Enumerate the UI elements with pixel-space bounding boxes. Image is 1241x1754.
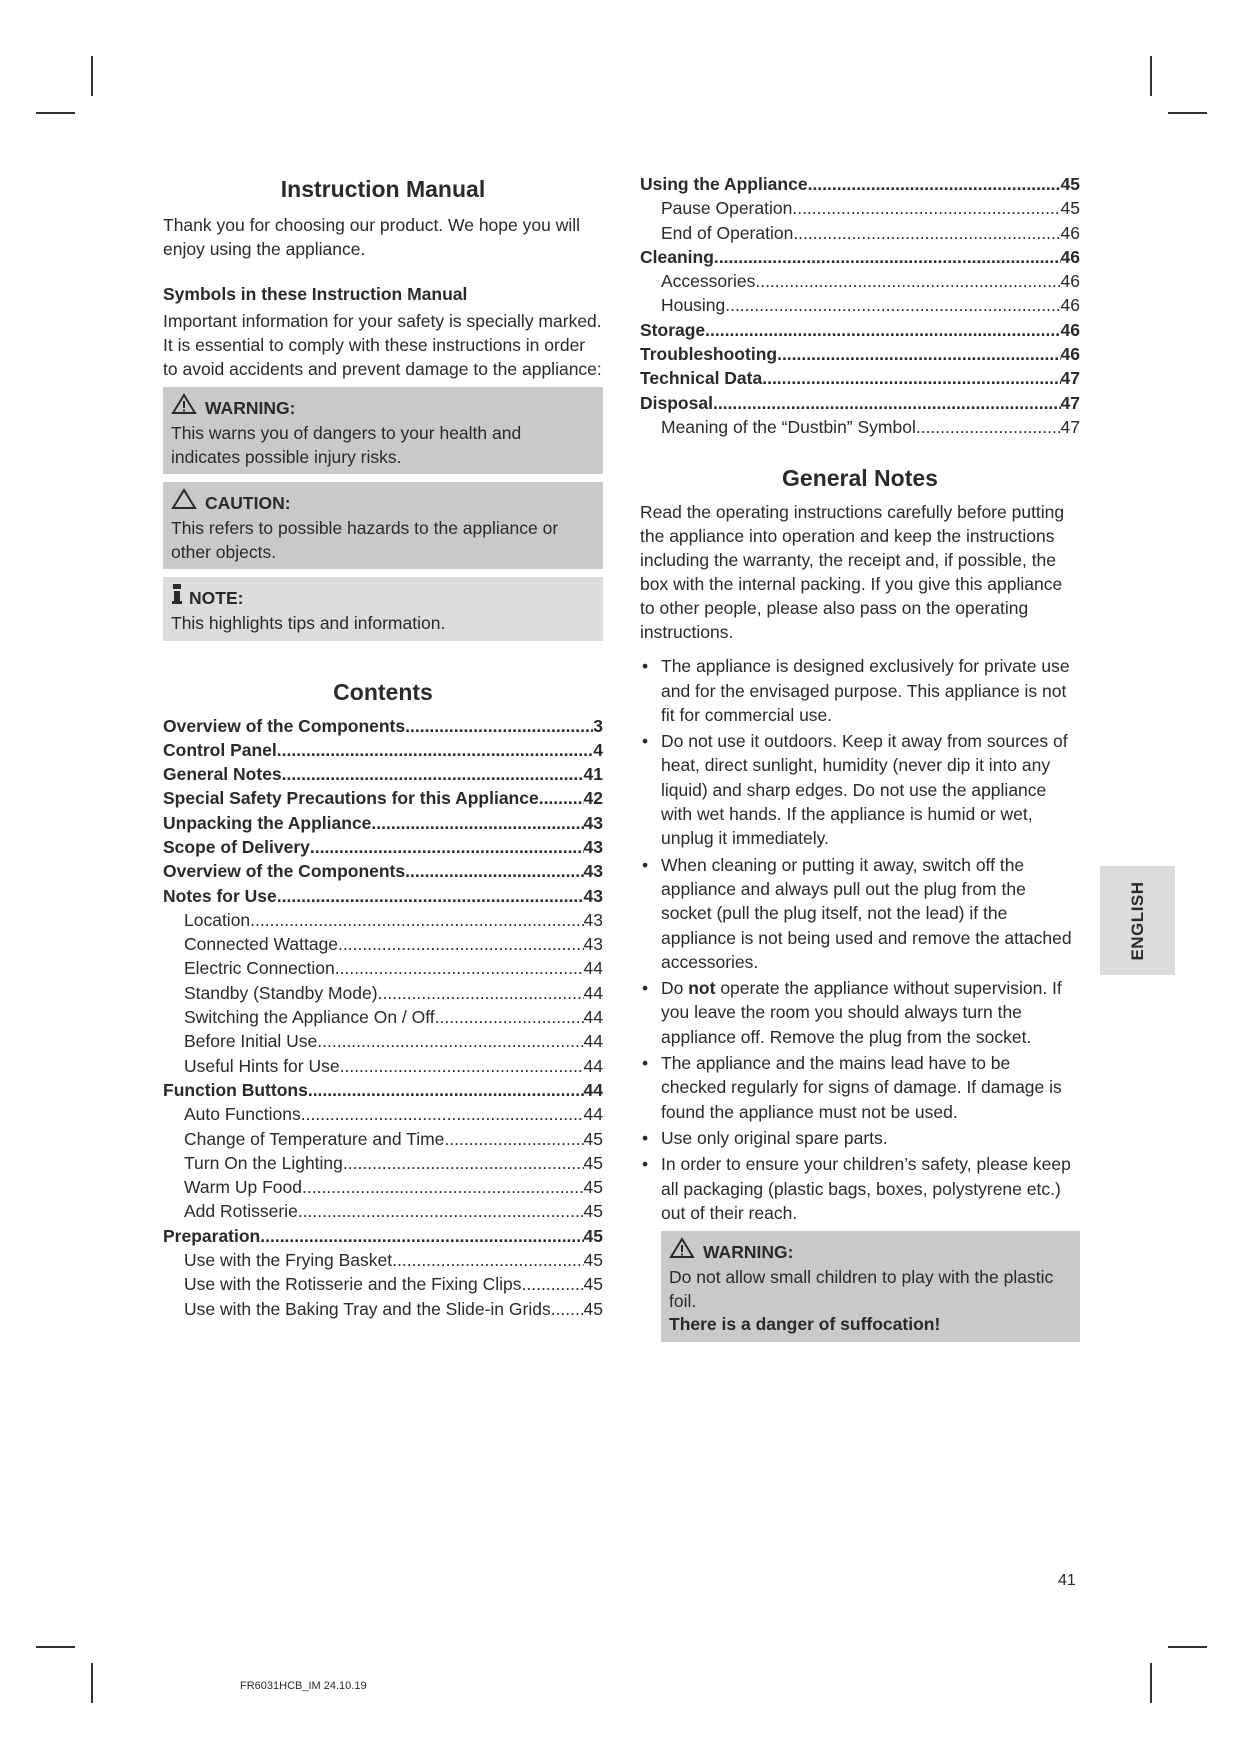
toc-entry-page: 43 — [583, 812, 603, 833]
toc-entry-label: Use with the Baking Tray and the Slide-in Grids — [184, 1298, 551, 1319]
toc-entry-label: Add Rotisserie — [184, 1201, 298, 1222]
crop-mark — [36, 112, 75, 114]
toc-entry-page: 47 — [1060, 392, 1080, 413]
toc-entry-page: 46 — [1060, 222, 1080, 243]
child-warning-title: WARNING: — [703, 1241, 794, 1262]
toc-leader-dots — [308, 1078, 584, 1102]
toc-entry-page: 44 — [583, 1007, 603, 1028]
toc-entry-label: Use with the Rotisserie and the Fixing Clips — [184, 1274, 522, 1295]
toc-entry-label: Cleaning — [640, 246, 714, 267]
toc-entry-label: Scope of Delivery — [163, 836, 310, 857]
toc-entry-label: End of Operation — [661, 222, 794, 243]
supervision-pre: Do — [661, 978, 689, 999]
toc-entry-page: 43 — [583, 909, 603, 930]
toc-entry-page: 45 — [583, 1250, 603, 1271]
toc-entry-label: Connected Wattage — [184, 934, 339, 955]
toc-leader-dots — [378, 981, 584, 1005]
toc-entry-page: 45 — [583, 1128, 603, 1149]
caution-triangle-icon — [171, 488, 197, 517]
toc-entry-page: 41 — [583, 764, 603, 785]
caution-text: This refers to possible hazards to the appliance or other objects. — [171, 518, 559, 562]
toc-entry — [163, 956, 603, 980]
toc-entry-page: 43 — [583, 885, 603, 906]
toc-entry — [163, 1297, 603, 1321]
toc-entry-label: Using the Appliance — [640, 174, 808, 194]
toc-entry-label: Use with the Frying Basket — [184, 1250, 393, 1271]
toc-entry — [163, 1005, 603, 1029]
toc-entry — [640, 391, 1080, 415]
bullet-item: • Use only original spare parts. — [640, 1126, 1080, 1150]
toc-entry-page: 43 — [583, 861, 603, 882]
toc-entry — [163, 1224, 603, 1248]
toc-entry-page: 46 — [1060, 344, 1080, 365]
toc-entry — [163, 786, 603, 810]
left-column — [163, 176, 603, 1321]
crop-mark — [91, 1663, 93, 1703]
caution-title: CAUTION: — [205, 492, 291, 513]
toc-entry — [163, 1248, 603, 1272]
toc-entry-page: 45 — [583, 1225, 603, 1246]
toc-entry-page: 45 — [583, 1274, 603, 1295]
child-warning-text: Do not allow small children to play with the plastic foil. — [669, 1267, 1054, 1311]
toc-leader-dots — [405, 859, 583, 883]
supervision-emph: not — [688, 978, 716, 999]
toc-leader-dots — [777, 342, 1060, 366]
toc-entry-label: Useful Hints for Use — [184, 1055, 340, 1076]
toc-entry-page: 45 — [583, 1177, 603, 1198]
warning-triangle-icon — [669, 1237, 695, 1266]
toc-entry — [640, 318, 1080, 342]
toc-entry — [640, 415, 1080, 439]
toc-entry-label: Preparation — [163, 1225, 261, 1246]
toc-entry-page: 44 — [583, 1104, 603, 1125]
general-notes-bullets — [640, 654, 1080, 1225]
toc-entry — [163, 762, 603, 786]
warning-title: WARNING: — [205, 397, 296, 418]
toc-entry-page: 45 — [1060, 198, 1080, 219]
toc-leader-dots — [551, 1297, 584, 1321]
toc-leader-dots — [539, 786, 584, 810]
toc-entry-label: Location — [184, 909, 251, 930]
toc-leader-dots — [282, 762, 584, 786]
toc-entry — [640, 196, 1080, 220]
child-warning-box — [661, 1231, 1080, 1342]
toc-entry-page: 44 — [583, 1055, 603, 1076]
toc-entry-page: 42 — [583, 788, 603, 809]
bullet-item: • When cleaning or putting it away, switch off the appliance and always pull out the plug from the socket (pull the plug itself, not the lead) if the appliance is not being used and remove the attached accessories. — [640, 853, 1080, 974]
toc-leader-dots — [405, 714, 593, 738]
toc-entry — [640, 342, 1080, 366]
footer-code: FR6031HCB_IM 24.10.19 — [240, 1680, 367, 1692]
toc-entry — [640, 221, 1080, 245]
toc-entry-page: 4 — [593, 739, 603, 760]
toc-leader-dots — [277, 884, 584, 908]
info-icon — [171, 583, 183, 612]
toc-entry-page: 47 — [1060, 368, 1080, 389]
toc-leader-dots — [301, 1102, 584, 1126]
page-number: 41 — [1058, 1572, 1076, 1589]
toc-entry — [163, 1127, 603, 1151]
toc-leader-dots — [338, 932, 584, 956]
toc-entry — [640, 269, 1080, 293]
toc-entry-label: Meaning of the “Dustbin” Symbol — [661, 416, 916, 437]
toc-entry — [163, 908, 603, 932]
toc-entry-page: 44 — [583, 958, 603, 979]
crop-mark — [91, 56, 93, 96]
toc-entry-label: Unpacking the Appliance — [163, 812, 372, 833]
toc-entry — [163, 932, 603, 956]
toc-entry — [163, 835, 603, 859]
language-tab — [1100, 866, 1175, 975]
toc-entry — [640, 293, 1080, 317]
toc-leader-dots — [260, 1224, 583, 1248]
toc-leader-dots — [793, 221, 1060, 245]
note-title: NOTE: — [189, 587, 244, 608]
contents-title: Contents — [333, 678, 433, 705]
symbols-heading: Symbols in these Instruction Manual — [163, 284, 468, 304]
right-column — [640, 176, 1080, 1342]
toc-leader-dots — [916, 415, 1061, 439]
toc-entry — [163, 859, 603, 883]
toc-entry-page: 44 — [583, 1031, 603, 1052]
contents-list-continued — [640, 172, 1080, 439]
toc-entry — [163, 1272, 603, 1296]
toc-entry-page: 46 — [1060, 271, 1080, 292]
toc-entry — [163, 1078, 603, 1102]
toc-leader-dots — [335, 956, 584, 980]
bullet-item — [640, 976, 1080, 1049]
toc-entry-label: Switching the Appliance On / Off — [184, 1007, 435, 1028]
toc-entry-label: Accessories — [661, 271, 756, 292]
toc-leader-dots — [714, 245, 1061, 269]
toc-entry — [163, 981, 603, 1005]
toc-entry — [163, 1199, 603, 1223]
note-box — [163, 577, 603, 641]
toc-entry-label: Function Buttons — [163, 1079, 308, 1100]
toc-entry-page: 43 — [583, 934, 603, 955]
toc-entry-label: Overview of the Components — [163, 861, 406, 882]
toc-leader-dots — [725, 293, 1060, 317]
toc-leader-dots — [371, 811, 583, 835]
toc-entry-page: 45 — [1060, 174, 1080, 194]
toc-entry-label: Troubleshooting — [640, 344, 778, 365]
crop-mark — [1150, 56, 1152, 96]
toc-leader-dots — [310, 835, 584, 859]
toc-entry-label: Before Initial Use — [184, 1031, 318, 1052]
toc-entry-label: Overview of the Components — [163, 715, 406, 736]
toc-entry-label: General Notes — [163, 764, 282, 785]
toc-leader-dots — [302, 1175, 584, 1199]
warning-triangle-icon — [171, 393, 197, 422]
toc-leader-dots — [340, 1054, 584, 1078]
toc-entry-page: 46 — [1060, 319, 1080, 340]
toc-leader-dots — [298, 1199, 584, 1223]
toc-entry — [163, 1151, 603, 1175]
toc-entry-page: 44 — [583, 1079, 603, 1100]
toc-leader-dots — [250, 908, 583, 932]
intro-text: Thank you for choosing our product. We hope you will enjoy using the appliance. — [163, 215, 580, 259]
toc-entry-label: Pause Operation — [661, 198, 793, 219]
toc-entry — [640, 366, 1080, 390]
toc-entry — [163, 714, 603, 738]
toc-entry-label: Standby (Standby Mode) — [184, 982, 378, 1003]
crop-mark — [36, 1646, 75, 1648]
crop-mark — [1168, 1646, 1207, 1648]
toc-entry-page: 45 — [583, 1201, 603, 1222]
toc-entry-label: Auto Functions — [184, 1104, 301, 1125]
toc-entry — [163, 884, 603, 908]
symbols-text: Important information for your safety is specially marked. It is essential to comply with these instructions in order to avoid accidents and prevent damage to the appliance: — [163, 311, 602, 379]
toc-entry-label: Change of Temperature and Time — [184, 1128, 445, 1149]
toc-leader-dots — [762, 366, 1060, 390]
warning-text: This warns you of dangers to your health and indicates possible injury risks. — [171, 423, 522, 467]
warning-box — [163, 387, 603, 474]
toc-leader-dots — [755, 269, 1060, 293]
toc-leader-dots — [713, 391, 1061, 415]
toc-entry-page: 45 — [583, 1152, 603, 1173]
bullet-item: • In order to ensure your children’s safety, please keep all packaging (plastic bags, boxes, polystyrene etc.) out of their reach. — [640, 1152, 1080, 1225]
toc-entry-label: Special Safety Precautions for this Appliance — [163, 788, 539, 809]
toc-entry-page: 45 — [583, 1298, 603, 1319]
toc-entry-label: Disposal — [640, 392, 713, 413]
toc-entry-label: Storage — [640, 319, 706, 340]
manual-title: Instruction Manual — [280, 176, 486, 202]
bullet-item: • Do not use it outdoors. Keep it away from sources of heat, direct sunlight, humidity (never dip it into any liquid) and sharp edges. Do not use the appliance with wet hands. If the appliance is humid or wet, unplug it immediately. — [640, 729, 1080, 850]
toc-entry-page: 43 — [583, 836, 603, 857]
toc-leader-dots — [792, 196, 1060, 220]
toc-entry-label: Notes for Use — [163, 885, 277, 906]
toc-entry-page: 47 — [1060, 416, 1080, 437]
general-notes-title: General Notes — [782, 465, 938, 492]
contents-list — [163, 714, 603, 1321]
toc-leader-dots — [705, 318, 1060, 342]
toc-entry — [640, 245, 1080, 269]
toc-entry-label: Housing — [661, 295, 726, 316]
toc-entry-label: Turn On the Lighting — [184, 1152, 343, 1173]
toc-leader-dots — [343, 1151, 584, 1175]
toc-leader-dots — [522, 1272, 584, 1296]
toc-entry-label: Control Panel — [163, 739, 277, 760]
toc-leader-dots — [435, 1005, 584, 1029]
toc-entry-label: Technical Data — [640, 368, 763, 389]
toc-entry — [163, 1029, 603, 1053]
toc-entry-page: 46 — [1060, 295, 1080, 316]
toc-entry — [163, 1054, 603, 1078]
toc-entry — [163, 1102, 603, 1126]
toc-leader-dots — [317, 1029, 583, 1053]
general-notes-intro: Read the operating instructions carefully before putting the appliance into operation and keep the instructions including the warranty, the receipt and, if possible, the box with the internal packing. If you give this appliance to other people, please also pass on the operating instructions. — [640, 502, 1065, 643]
toc-entry — [640, 172, 1080, 196]
toc-entry-page: 3 — [593, 715, 603, 736]
crop-mark — [1150, 1663, 1152, 1703]
toc-leader-dots — [808, 172, 1061, 196]
toc-leader-dots — [392, 1248, 583, 1272]
supervision-post: operate the appliance without supervision. If you leave the room you should always turn the appliance off. Remove the plug from the socket. — [661, 978, 1062, 1047]
caution-box — [163, 482, 603, 569]
toc-entry-label: Electric Connection — [184, 958, 335, 979]
toc-entry-page: 46 — [1060, 246, 1080, 267]
toc-entry — [163, 738, 603, 762]
child-warning-emph: There is a danger of suffocation! — [669, 1314, 941, 1335]
toc-entry — [163, 1175, 603, 1199]
toc-leader-dots — [444, 1127, 583, 1151]
bullet-item: • The appliance and the mains lead have to be checked regularly for signs of damage. If damage is found the appliance must not be used. — [640, 1051, 1080, 1124]
crop-mark — [1168, 112, 1207, 114]
toc-leader-dots — [277, 738, 594, 762]
language-label: ENGLISH — [1127, 880, 1147, 961]
toc-entry-page: 44 — [583, 982, 603, 1003]
bullet-item: • The appliance is designed exclusively for private use and for the envisaged purpose. This appliance is not fit for commercial use. — [640, 654, 1080, 727]
toc-entry — [163, 811, 603, 835]
toc-entry-label: Warm Up Food — [184, 1177, 302, 1198]
note-text: This highlights tips and information. — [171, 613, 446, 633]
